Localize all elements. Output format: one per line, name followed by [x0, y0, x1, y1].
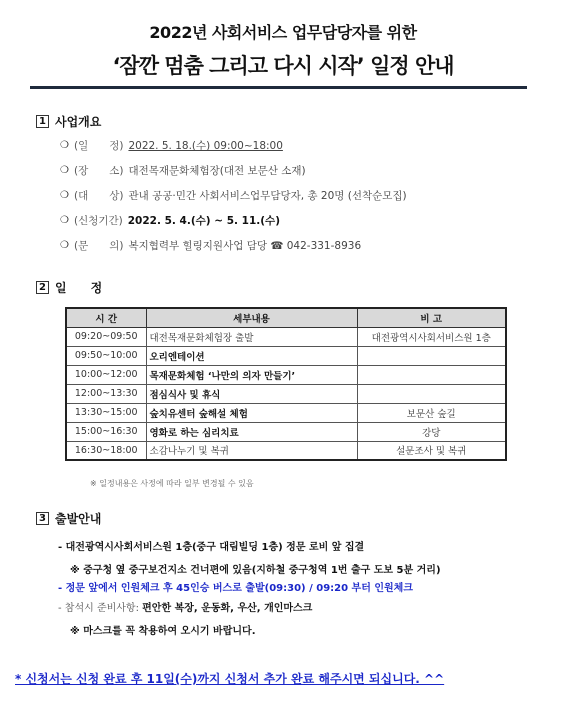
info-value: 2022. 5. 18.(수) 09:00~18:00	[128, 140, 283, 152]
page-subtitle: 2022년 사회서비스 업무담당자를 위한	[149, 23, 417, 42]
table-row	[66, 346, 506, 365]
info-value: 2022. 5. 4.(수) ~ 5. 11.(수)	[127, 215, 280, 227]
info-row-place	[60, 163, 306, 178]
cell-content: 오리엔테이션	[146, 346, 357, 365]
info-row-apply-period	[60, 213, 280, 228]
circle-bullet-icon: ❍	[60, 215, 69, 226]
table-row	[66, 384, 506, 403]
schedule-note: ※ 일정내용은 사정에 따라 일부 변경될 수 있음	[90, 479, 254, 488]
info-key: (문 의)	[73, 240, 124, 252]
cell-time: 09:20~09:50	[66, 327, 146, 346]
info-key: (장 소)	[73, 165, 124, 177]
cell-content: 소감나누기 및 복귀	[146, 441, 357, 460]
table-row	[66, 441, 506, 460]
cell-time: 16:30~18:00	[66, 441, 146, 460]
section-title: 사업개요	[55, 115, 102, 129]
info-row-contact	[60, 238, 361, 253]
section-schedule-heading	[36, 279, 102, 296]
section-number-box: 1	[36, 115, 49, 128]
info-value: 복지협력부 힐링지원사업 담당 ☎ 042-331-8936	[128, 240, 362, 252]
preparation-label: - 참석시 준비사항:	[58, 603, 143, 614]
cell-time: 12:00~13:30	[66, 384, 146, 403]
section-overview-heading	[36, 113, 101, 130]
schedule-table	[65, 307, 507, 461]
info-row-date	[60, 138, 283, 153]
page-title: ‘잠깐 멈춤 그리고 다시 시작’ 일정 안내	[112, 54, 454, 78]
info-value: 관내 공공·민간 사회서비스업무담당자, 총 20명 (선착순모집)	[128, 190, 407, 202]
section-number-box: 3	[36, 512, 49, 525]
departure-meeting-point: - 대전광역시사회서비스원 1층(중구 대림빌딩 1층) 정문 로비 앞 집결	[58, 542, 365, 553]
preparation-items: 편안한 복장, 운동화, 우산, 개인마스크	[142, 603, 313, 614]
cell-note: 강당	[357, 422, 506, 441]
column-header-note: 비 고	[357, 308, 506, 327]
table-row	[66, 422, 506, 441]
table-header-row	[66, 308, 506, 327]
section-title: 일 정	[55, 281, 103, 295]
cell-note: 대전광역시사회서비스원 1층	[357, 327, 506, 346]
info-key: (일 정)	[73, 140, 124, 152]
info-key: (신청기간)	[73, 215, 123, 227]
circle-bullet-icon: ❍	[60, 240, 69, 251]
title-divider	[30, 86, 527, 89]
column-header-content: 세부내용	[146, 308, 357, 327]
column-header-time: 시 간	[66, 308, 146, 327]
table-row	[66, 327, 506, 346]
mask-notice: ※ 마스크를 꼭 착용하여 오시기 바랍니다.	[70, 626, 256, 637]
table-row	[66, 365, 506, 384]
cell-note	[357, 384, 506, 403]
circle-bullet-icon: ❍	[60, 190, 69, 201]
departure-bus-info: - 정문 앞에서 인원체크 후 45인승 버스로 출발(09:30) / 09:20 부터 인원체크	[58, 583, 413, 594]
info-value: 대전목재문화체험장(대전 보문산 소재)	[128, 165, 306, 177]
cell-note	[357, 346, 506, 365]
cell-time: 15:00~16:30	[66, 422, 146, 441]
cell-content: 점심식사 및 휴식	[146, 384, 357, 403]
cell-note: 설문조사 및 복귀	[357, 441, 506, 460]
cell-content: 목재문화체험 ‘나만의 의자 만들기’	[146, 365, 357, 384]
section-number-box: 2	[36, 281, 49, 294]
info-key: (대 상)	[73, 190, 124, 202]
departure-preparation	[58, 599, 312, 614]
cell-content: 영화로 하는 심리치료	[146, 422, 357, 441]
cell-note	[357, 365, 506, 384]
cell-content: 대전목재문화체험장 출발	[146, 327, 357, 346]
circle-bullet-icon: ❍	[60, 140, 69, 151]
cell-time: 10:00~12:00	[66, 365, 146, 384]
section-title: 출발안내	[55, 512, 102, 526]
footer-notice: * 신청서는 신청 완료 후 11일(수)까지 신청서 추가 완료 해주시면 되십니다. ^^	[15, 672, 445, 686]
cell-note: 보문산 숲길	[357, 403, 506, 422]
cell-time: 09:50~10:00	[66, 346, 146, 365]
section-departure-heading	[36, 510, 101, 527]
departure-location-note: ※ 중구청 옆 중구보건지소 건너편에 있음(지하철 중구청역 1번 출구 도보 5분 거리)	[70, 565, 441, 576]
circle-bullet-icon: ❍	[60, 165, 69, 176]
table-row	[66, 403, 506, 422]
info-row-target	[60, 188, 407, 203]
cell-time: 13:30~15:00	[66, 403, 146, 422]
cell-content: 숲치유센터 숲해설 체험	[146, 403, 357, 422]
